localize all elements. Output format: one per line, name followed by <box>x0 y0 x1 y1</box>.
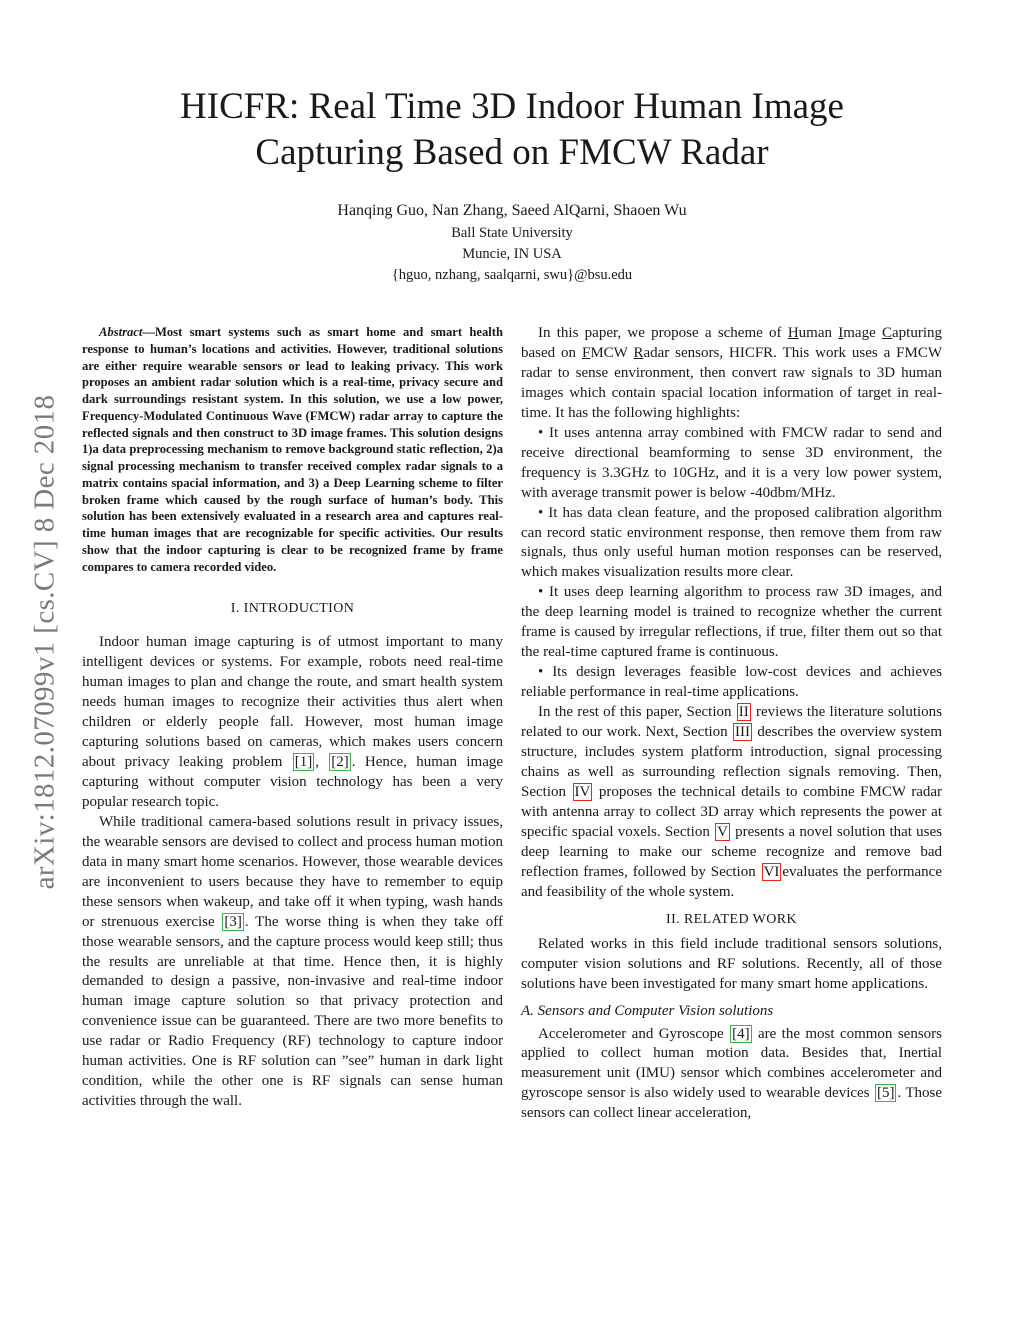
bullet-text: It has data clean feature, and the proposed calibration algorithm can record static environment response, then remove them from raw signals, thus only useful human motion responses can be reserved, which makes visualization results more clear. <box>521 504 942 581</box>
text-run: describes the overview system structure, includes system platform introduction, signal processing chains as well as surrounding reflection signals removing. Then, Section <box>521 724 942 800</box>
intro-paragraph-1 <box>82 633 503 813</box>
text-run: adar sensors, HICFR. This work uses a FMCW radar to sense environment, then convert raw signals to 3D human images which contain spacial location information of target in real-time. It has the following highlights: <box>521 344 943 421</box>
text-run: . Those sensors can collect linear acceleration, <box>521 1085 943 1122</box>
author-list: Hanqing Guo, Nan Zhang, Saeed AlQarni, Shaoen Wu <box>337 202 687 219</box>
text-run: Accelerometer and Gyroscope <box>538 1025 724 1042</box>
text-run: presents a novel solution that uses deep learning to make our scheme recognize and remove bad reflection frames, followed by Section <box>521 823 942 880</box>
abstract-text: —Most smart systems such as smart home and smart health response to human’s locations and activities. However, traditional solutions are either require wearable sensors or lead to leaking privacy. This work proposes an ambient radar solution which is a real-time, privacy secure and dark surroundings resistant system. In this solution, we use a low power, Frequency-Modulated Continuous Wave (FMCW) radar array to capture the reflected signals and then construct to 3D image frames. This solution designs 1)a data preprocessing mechanism to remove background static reflection, 2)a signal processing mechanism to transfer received complex radar signals to a matrix contains spacial information, and 3) a Deep Learning scheme to filter broken frame which caused by the rough surface of human’s body. This solution has been extensively evaluated in a research area and captures real-time human images that are recognizable for specific activities. Our results show that the indoor capturing is clear to be recognized frame by frame compares to camera recorded video. <box>82 325 503 574</box>
text-run: evaluates the performance and feasibility of the whole system. <box>521 863 942 900</box>
bullet-marker: • <box>538 664 544 681</box>
citation-2[interactable]: [2] <box>331 753 349 770</box>
related-paragraph-1: Related works in this field include traditional sensors solutions, computer vision solutions and RF solutions. Recently, all of those solutions have been investigated for many smart home applications. <box>521 935 942 992</box>
intro-paragraph-2 <box>82 813 503 1112</box>
left-column <box>82 324 503 1112</box>
section-ref-3[interactable]: III <box>735 724 750 741</box>
acronym-letter: H <box>787 325 799 341</box>
arxiv-identifier-text: arXiv:1812.07099v1 [cs.CV] 8 Dec 2018 <box>28 394 61 890</box>
text-run: . Hence, human image capturing without computer vision technology has been a very popular research topic. <box>82 753 504 810</box>
text-run: apturing based on <box>521 325 943 361</box>
text-run: . The worse thing is when they take off those wearable sensors, and the capture process would keep still; thus the results are unreliable at that time. Hence then, it is highly demanded to design a passive, non-invasive and real-time indoor human image capture solution so that privacy protection and convenience issue can be guaranteed. There are two more benefits to use radar or Radio Frequency (RF) technology to capture indoor human activities. One is RF solution can ”see” human in dark light condition, while the other one is RF signals can sense human activities through the wall. <box>82 913 504 1110</box>
text-run: uman <box>798 325 839 341</box>
section-ref-2[interactable]: II <box>738 704 749 721</box>
affiliation-location: Muncie, IN USA <box>462 246 562 262</box>
bullet-marker: • <box>538 504 544 521</box>
citation-4[interactable]: [4] <box>732 1025 750 1042</box>
section-ref-5[interactable]: V <box>717 823 728 840</box>
intro-paragraph-3 <box>521 324 942 424</box>
title-line-1: HICFR: Real Time 3D Indoor Human Image <box>180 86 844 127</box>
text-run: , <box>315 753 329 770</box>
text-run: proposes the technical details to combine FMCW radar with antenna array to collect 3D array which represents the power at specific spacial voxels. Section <box>521 783 943 840</box>
intro-paragraph-4 <box>521 703 942 903</box>
text-run: MCW <box>590 344 634 361</box>
related-paragraph-2 <box>521 1025 942 1125</box>
highlight-bullet-4 <box>521 663 942 703</box>
title-line-2: Capturing Based on FMCW Radar <box>255 132 769 173</box>
bullet-text: Its design leverages feasible low-cost devices and achieves reliable performance in real-time applications. <box>521 664 942 701</box>
text-run: reviews the literature solutions related to our work. Next, Section <box>521 704 943 741</box>
section-ref-4[interactable]: IV <box>574 783 591 800</box>
citation-1[interactable]: [1] <box>294 753 313 770</box>
bullet-text: It uses deep learning algorithm to process raw 3D images, and the deep learning model is trained to recognize whether the current frame is caused by irregular reflections, if true, filter them out so that the real-time captured frame is continuous. <box>521 584 943 661</box>
text-run: are the most common sensors applied to collect human motion data. Besides that, Inertial measurement unit (IMU) sensor which combines accelerometer and gyroscope sensor is also widely used to wearable devices <box>521 1025 942 1102</box>
highlight-bullet-3 <box>521 583 942 663</box>
citation-3[interactable]: [3] <box>224 913 242 930</box>
text-run: Indoor human image capturing is of utmost important to many intelligent devices or systems. For example, robots need real-time human images to plan and change the route, and smart health system needs human images to recognize their activities thus alert when children or elderly people fall. However, most human image capturing solutions based on cameras, which makes users concern about privacy leaking problem <box>82 634 503 770</box>
acronym-letter: R <box>633 344 644 361</box>
right-column <box>521 324 942 1124</box>
subsection-heading-sensors: A. Sensors and Computer Vision solutions <box>521 1002 774 1019</box>
text-run: In this paper, we propose a scheme of <box>538 325 788 341</box>
abstract-label: Abstract <box>99 325 143 339</box>
bullet-marker: • <box>538 424 544 441</box>
paper-title <box>100 84 924 176</box>
section-heading-related-work: II. RELATED WORK <box>666 911 797 927</box>
affiliation-university: Ball State University <box>451 225 573 241</box>
text-run: mage <box>843 325 882 341</box>
bullet-text: It uses antenna array combined with FMCW radar to send and receive directional beamforming to sense 3D environment, the frequency is 3.3GHz to 10GHz, and it is a very low power system, with average transmit power is below -40dbm/MHz. <box>521 424 943 501</box>
section-ref-6[interactable]: VI <box>763 863 780 880</box>
bullet-marker: • <box>538 584 544 601</box>
acronym-letter: C <box>882 325 893 341</box>
affiliation-emails: {hguo, nzhang, saalqarni, swu}@bsu.edu <box>391 267 633 283</box>
acronym-letter: I <box>838 325 844 341</box>
arxiv-identifier <box>27 354 63 930</box>
text-run: In the rest of this paper, Section <box>538 704 732 721</box>
highlight-bullet-2 <box>521 504 942 584</box>
abstract <box>82 324 503 575</box>
acronym-letter: F <box>581 344 591 361</box>
text-run: While traditional camera-based solutions result in privacy issues, the wearable sensors are devised to collect and process human motion data in many smart home scenarios. However, those wearable devices are inconvenient to users because they have to remember to equip these sensors when wakeup, and take off it when typing, wash hands or strenuous exercise <box>82 813 503 930</box>
citation-5[interactable]: [5] <box>876 1085 895 1102</box>
section-heading-introduction: I. INTRODUCTION <box>230 601 355 617</box>
highlight-bullet-1 <box>521 424 942 504</box>
